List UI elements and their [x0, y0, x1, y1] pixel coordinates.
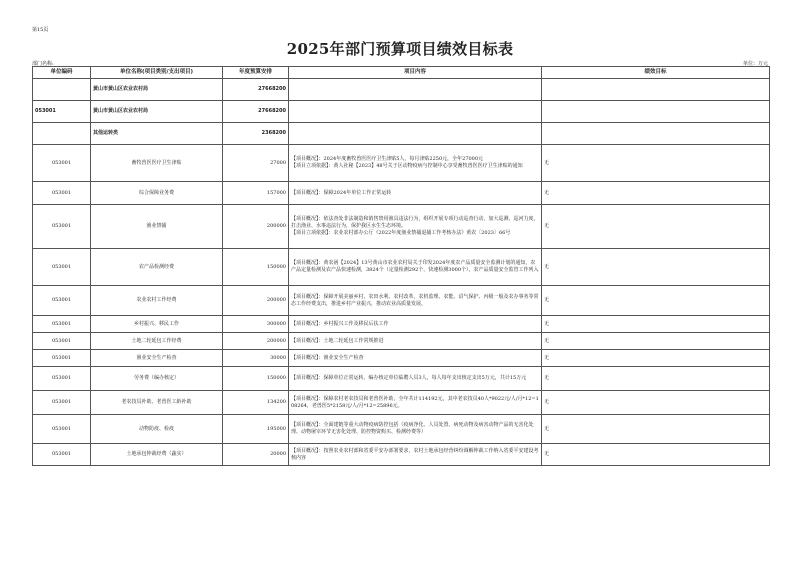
unit-code: 053001 [33, 415, 91, 444]
performance-goal: 无 [542, 145, 770, 182]
performance-goal: 无 [542, 316, 770, 333]
header-goal: 绩效目标 [542, 67, 770, 79]
table-row [33, 145, 770, 182]
project-name: 农产品检测经费 [91, 249, 223, 286]
table-row [33, 333, 770, 350]
budget-amount: 200000 [223, 333, 289, 350]
unit-name: 黄山市黄山区农业农村局 [91, 79, 223, 101]
header-content: 项目内容 [289, 67, 542, 79]
project-name: 劳务费（编办核定） [91, 367, 223, 391]
unit-code: 053001 [33, 367, 91, 391]
project-content: 【项目概况】：保障农村老农技员和老兽医补助，全年共计114192元，其中老农技员40人*9022元/人/月*12=108264，老兽医5*2158元/人/月*12=25896元。 [289, 391, 542, 415]
table-row [33, 286, 770, 316]
empty-cell [542, 123, 770, 145]
budget-amount: 200000 [223, 205, 289, 249]
table-row [33, 182, 770, 205]
project-name: 土地承包仲裁经费（蔬实） [91, 444, 223, 466]
project-content: 【项目概况】：2024年度畜牧兽医医疗卫生津贴5人，每月津贴2250元，全年27000元 【项目立项依据】：黄人社秘【2023】48号关于区动物疫病与控制中心享受畜牧兽医医疗卫生津贴的通知 [289, 145, 542, 182]
project-content: 【项目概况】：保障开展美丽乡村、农田水利、农村改革、农机监理、农能、沼气保护、丙级一般及农办事务等常态工作经费支出，推进乡村产业振兴，推动农业高质量发展。 [289, 286, 542, 316]
unit-code [33, 123, 91, 145]
empty-cell [542, 101, 770, 123]
department-label: 部门名称: [32, 61, 54, 67]
header-code: 单位编码 [33, 67, 91, 79]
table-row [33, 249, 770, 286]
performance-table [32, 66, 770, 466]
budget-amount: 27000 [223, 145, 289, 182]
unit-code: 053001 [33, 391, 91, 415]
project-content: 【项目概况】：全面建链等重大动物疫病防控包括（疫病净化、人员处置、病死动物及病害动物产品的无害化处理、动物屠宰环节无害化处理、防控物资购买、检测经费等） [289, 415, 542, 444]
budget-amount: 2368200 [223, 123, 289, 145]
unit-code: 053001 [33, 286, 91, 316]
unit-code: 053001 [33, 350, 91, 367]
performance-goal: 无 [542, 367, 770, 391]
unit-code: 053001 [33, 316, 91, 333]
project-name: 畜牧兽医医疗卫生津贴 [91, 145, 223, 182]
performance-goal: 无 [542, 182, 770, 205]
budget-amount: 134200 [223, 391, 289, 415]
table-row [33, 205, 770, 249]
budget-amount: 300000 [223, 316, 289, 333]
project-name: 动物防疫、检疫 [91, 415, 223, 444]
project-name: 渔业禁捕 [91, 205, 223, 249]
performance-goal: 无 [542, 350, 770, 367]
unit-code: 053001 [33, 205, 91, 249]
unit-code: 053001 [33, 333, 91, 350]
summary-row [33, 123, 770, 145]
performance-goal: 无 [542, 249, 770, 286]
project-content: 【项目概况】：按照农业农村部和省委平安办部署要求，农村土地承包经营纠纷调解仲裁工作纳入省委平安建设考核内容 [289, 444, 542, 466]
empty-cell [542, 79, 770, 101]
project-name: 乡村振兴、移民工作 [91, 316, 223, 333]
empty-cell [289, 101, 542, 123]
table-row [33, 316, 770, 333]
budget-amount: 27668200 [223, 79, 289, 101]
performance-goal: 无 [542, 333, 770, 350]
budget-amount: 30000 [223, 350, 289, 367]
page-title: 2025年部门预算项目绩效目标表 [286, 40, 514, 58]
summary-row [33, 79, 770, 101]
table-header-row [33, 67, 770, 79]
page-number: 第15页 [32, 27, 49, 33]
project-name: 农业农村工作经费 [91, 286, 223, 316]
unit-code: 053001 [33, 249, 91, 286]
performance-goal: 无 [542, 286, 770, 316]
budget-amount: 27668200 [223, 101, 289, 123]
table-row [33, 367, 770, 391]
project-content: 【项目概况】：渔业安全生产检查 [289, 350, 542, 367]
table-row [33, 391, 770, 415]
project-name: 渔业安全生产检查 [91, 350, 223, 367]
unit-code: 053001 [33, 444, 91, 466]
empty-cell [289, 123, 542, 145]
project-name: 老农技员补助、老兽医工龄补助 [91, 391, 223, 415]
budget-amount: 195000 [223, 415, 289, 444]
unit-code: 053001 [33, 101, 91, 123]
project-content: 【项目概况】：黄农函【2024】13号黄山市农业农村局关于印发2024年度农产品质量安全监测计划的通知，农产品定量检测及农产品快速检测，3824个（定量检测292个，快速检测3000个），农产品质量安全监管工作列入 [289, 249, 542, 286]
project-content: 【项目概况】：保障2024年单位工作正常运转 [289, 182, 542, 205]
header-name: 单位名称(项目类别/支出项目) [91, 67, 223, 79]
table-row [33, 444, 770, 466]
performance-goal: 无 [542, 415, 770, 444]
unit-name: 黄山市黄山区农业农村局 [91, 101, 223, 123]
project-content: 【项目概况】：保障单位正常运转，编办核定单位临聘人员3人，每人每年支出核定支出5万元，共计15万元 [289, 367, 542, 391]
budget-amount: 157000 [223, 182, 289, 205]
project-content: 【项目概况】：依法查处非法制造和销售禁用渔具违法行为，组织开展专项行动巡查行动，加大巡测、巡河力度，打击渔业、水事违法行为，保护我区水生生态环境。 【项目立项依据】：农业农村部办公厅《2022年度渔业禁捕退捕工作考核办法》黄农〔2023〕66号 [289, 205, 542, 249]
unit-label: 单位：万元 [742, 61, 768, 67]
project-name: 土地二轮延包工作经费 [91, 333, 223, 350]
budget-amount: 200000 [223, 286, 289, 316]
performance-goal: 无 [542, 444, 770, 466]
performance-goal: 无 [542, 205, 770, 249]
table-row [33, 415, 770, 444]
header-budget: 年度预算安排 [223, 67, 289, 79]
table-row [33, 350, 770, 367]
unit-code: 053001 [33, 182, 91, 205]
unit-code: 053001 [33, 145, 91, 182]
project-content: 【项目概况】：土地二轮延包工作常规推进 [289, 333, 542, 350]
budget-amount: 150000 [223, 249, 289, 286]
budget-amount: 20000 [223, 444, 289, 466]
unit-name: 其他运转类 [91, 123, 223, 145]
budget-amount: 150000 [223, 367, 289, 391]
project-name: 综合保障业务费 [91, 182, 223, 205]
unit-code [33, 79, 91, 101]
project-content: 【项目概况】：乡村振兴工作及移民后扶工作 [289, 316, 542, 333]
empty-cell [289, 79, 542, 101]
performance-goal: 无 [542, 391, 770, 415]
summary-row [33, 101, 770, 123]
